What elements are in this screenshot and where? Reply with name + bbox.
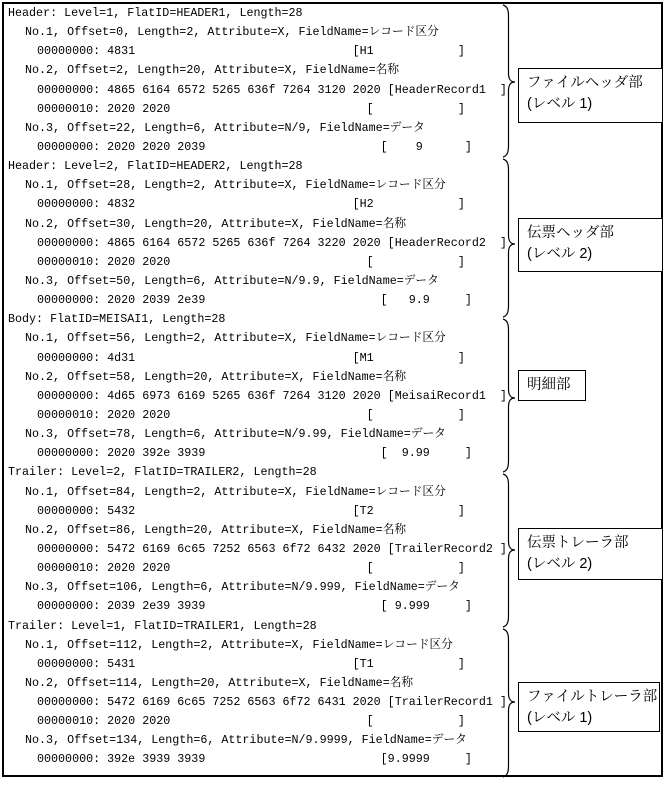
section-brace [501, 4, 517, 158]
field-info-line: No.1, Offset=28, Length=2, Attribute=X, FieldName=レコード区分 [25, 178, 446, 193]
hex-dump-line: 00000000: 5472 6169 6c65 7252 6563 6f72 6432 2020 [TrailerRecord2 ] [37, 541, 507, 556]
hex-dump-line: 00000000: 5472 6169 6c65 7252 6563 6f72 6431 2020 [TrailerRecord1 ] [37, 695, 507, 710]
hex-dump-line: 00000000: 4832 [H2 ] [37, 197, 465, 212]
annotation-label: ファイルヘッダ部 [527, 75, 643, 91]
record-header-line: Body: FlatID=MEISAI1, Length=28 [8, 312, 226, 327]
hex-dump-line: 00000000: 2039 2e39 3939 [ 9.999 ] [37, 599, 472, 614]
section-brace [501, 473, 517, 628]
record-header-line: Header: Level=1, FlatID=HEADER1, Length=28 [8, 6, 303, 20]
annotation-box [518, 370, 586, 401]
annotation-label: (レベル 2) [527, 246, 593, 262]
field-info-line: No.3, Offset=106, Length=6, Attribute=N/9.999, FieldName=データ [25, 580, 460, 595]
hex-dump-line: 00000000: 2020 2039 2e39 [ 9.9 ] [37, 293, 472, 308]
flat-file-dump [0, 4, 510, 770]
hex-dump-line: 00000000: 4865 6164 6572 5265 636f 7264 3120 2020 [HeaderRecord1 ] [37, 82, 507, 97]
hex-dump-line: 00000000: 2020 2020 2039 [ 9 ] [37, 139, 472, 154]
hex-dump-line: 00000000: 4831 [H1 ] [37, 44, 465, 59]
annotation-box [518, 682, 660, 732]
hex-dump-line: 00000000: 392e 3939 3939 [9.9999 ] [37, 752, 472, 767]
annotation-label: 伝票ヘッダ部 [527, 225, 614, 241]
annotation-label: 伝票トレーラ部 [527, 535, 629, 551]
hex-dump-line: 00000000: 2020 392e 3939 [ 9.99 ] [37, 446, 472, 461]
annotation-label: (レベル 2) [527, 556, 593, 572]
field-info-line: No.2, Offset=2, Length=20, Attribute=X, FieldName=名称 [25, 63, 400, 78]
annotation-label: (レベル 1) [527, 710, 593, 726]
hex-dump-line: 00000000: 5431 [T1 ] [37, 656, 465, 671]
hex-dump-line: 00000010: 2020 2020 [ ] [37, 407, 465, 422]
annotation-label: ファイルトレーラ部 [527, 689, 658, 705]
hex-dump-line: 00000010: 2020 2020 [ ] [37, 714, 465, 729]
record-header-line: Trailer: Level=1, FlatID=TRAILER1, Length=28 [8, 618, 317, 633]
hex-dump-line: 00000010: 2020 2020 [ ] [37, 101, 465, 116]
field-info-line: No.2, Offset=86, Length=20, Attribute=X, FieldName=名称 [25, 522, 407, 537]
field-info-line: No.3, Offset=22, Length=6, Attribute=N/9, FieldName=データ [25, 120, 425, 135]
field-info-line: No.2, Offset=114, Length=20, Attribute=X, FieldName=名称 [25, 675, 414, 690]
field-info-line: No.1, Offset=56, Length=2, Attribute=X, FieldName=レコード区分 [25, 331, 446, 346]
section-brace [501, 158, 517, 318]
field-info-line: No.1, Offset=0, Length=2, Attribute=X, FieldName=レコード区分 [25, 25, 439, 40]
field-info-line: No.1, Offset=84, Length=2, Attribute=X, FieldName=レコード区分 [25, 484, 446, 499]
field-info-line: No.1, Offset=112, Length=2, Attribute=X, FieldName=レコード区分 [25, 637, 453, 652]
hex-dump-line: 00000000: 5432 [T2 ] [37, 503, 465, 518]
annotation-label: (レベル 1) [527, 96, 593, 112]
field-info-line: No.2, Offset=30, Length=20, Attribute=X, FieldName=名称 [25, 216, 407, 231]
hex-dump-line: 00000000: 4865 6164 6572 5265 636f 7264 3220 2020 [HeaderRecord2 ] [37, 235, 507, 250]
annotation-box [518, 528, 663, 580]
hex-dump-line: 00000000: 4d65 6973 6169 5265 636f 7264 3120 2020 [MeisaiRecord1 ] [37, 388, 507, 403]
hex-dump-line: 00000010: 2020 2020 [ ] [37, 254, 465, 269]
field-info-line: No.3, Offset=78, Length=6, Attribute=N/9.99, FieldName=データ [25, 427, 446, 442]
field-info-line: No.2, Offset=58, Length=20, Attribute=X, FieldName=名称 [25, 369, 407, 384]
record-header-line: Trailer: Level=2, FlatID=TRAILER2, Length=28 [8, 465, 317, 480]
hex-dump-line: 00000010: 2020 2020 [ ] [37, 561, 465, 576]
record-header-line: Header: Level=2, FlatID=HEADER2, Length=28 [8, 159, 303, 174]
annotation-label: 明細部 [527, 377, 571, 393]
field-info-line: No.3, Offset=134, Length=6, Attribute=N/9.9999, FieldName=データ [25, 733, 467, 748]
section-brace [501, 318, 517, 473]
field-info-line: No.3, Offset=50, Length=6, Attribute=N/9.9, FieldName=データ [25, 273, 439, 288]
section-brace [501, 628, 517, 778]
annotation-box [518, 218, 663, 272]
annotation-box [518, 68, 663, 123]
hex-dump-line: 00000000: 4d31 [M1 ] [37, 350, 465, 365]
